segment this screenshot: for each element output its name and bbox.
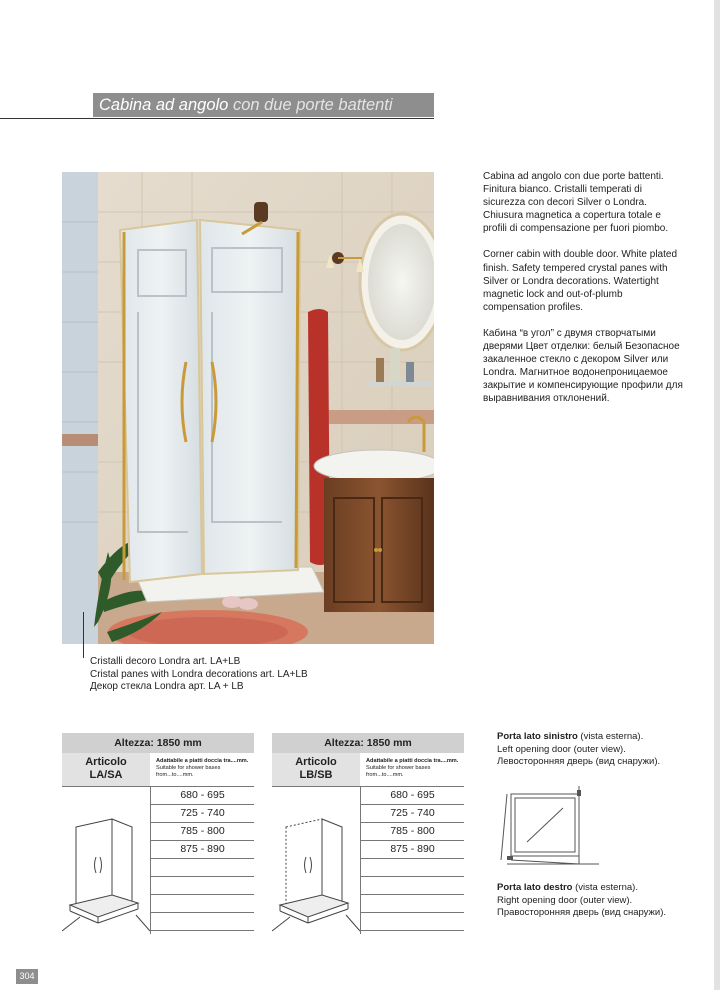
left-door-title: Porta lato sinistro: [497, 731, 578, 742]
adaptable-note: [360, 753, 464, 786]
cabin-drawing-la: [62, 787, 150, 934]
size-value: 680 - 695: [361, 787, 464, 805]
photo-caption: [90, 656, 308, 694]
left-door-note: [497, 731, 660, 769]
caption-italian: Cristalli decoro Londra art. LA+LB: [90, 656, 241, 667]
caption-russian: Декор стекла Londra арт. LA + LB: [90, 681, 244, 692]
adaptable-note-english: Suitable for shower bases from...to....mm.: [366, 765, 431, 778]
title-rest: con due porte battenti: [228, 96, 393, 114]
title-main: Cabina ad angolo: [99, 96, 229, 114]
size-value: 875 - 890: [361, 841, 464, 859]
size-value: [361, 859, 464, 877]
door-plan-diagram: [497, 780, 603, 868]
size-value: [151, 877, 254, 895]
size-value: [361, 877, 464, 895]
page-number: 304: [16, 969, 38, 984]
description-italian: Cabina ad angolo con due porte battenti. Finitura bianco. Cristalli temperati di sicurezza con decori Silver o Londra. Chiusura magnetica a copertura totale e profili di compensazione per fuori piombo.: [483, 171, 669, 235]
size-value: 875 - 890: [151, 841, 254, 859]
product-photo: [62, 172, 434, 644]
left-door-russian: Левосторонняя дверь (вид снаружи).: [497, 756, 661, 767]
spec-table-la-sa: [62, 733, 254, 934]
right-door-title: Porta lato destro: [497, 882, 573, 893]
right-door-russian: Правосторонняя дверь (вид снаружи).: [497, 907, 667, 918]
size-value: [151, 895, 254, 913]
right-edge-strip: [714, 0, 720, 990]
size-value: [361, 913, 464, 931]
left-door-english: Left opening door (outer view).: [497, 743, 626, 755]
size-value: 725 - 740: [361, 805, 464, 823]
caption-english: Cristal panes with Londra decorations art. LA+LB: [90, 668, 308, 680]
size-value: [151, 913, 254, 931]
size-value: 785 - 800: [151, 823, 254, 841]
size-value: [151, 859, 254, 877]
article-cell: [62, 753, 150, 786]
article-label: Articolo: [295, 756, 337, 768]
page-title: [93, 93, 434, 117]
product-description: [483, 170, 683, 419]
adaptable-note: [150, 753, 254, 786]
description-english: Corner cabin with double door. White plated finish. Safety tempered crystal panes with Silver or Londra decorations. Watertight magnetic lock and out-of-plumb compensation profiles.: [483, 249, 678, 313]
right-door-note: [497, 882, 666, 920]
size-value: [361, 895, 464, 913]
article-code: LB/SB: [299, 769, 333, 781]
caption-marker-line: [83, 612, 84, 658]
article-cell: [272, 753, 360, 786]
adaptable-note-italian: Adattabile a piatti doccia tra....mm.: [156, 758, 249, 764]
title-underline: [0, 118, 434, 119]
adaptable-note-italian: Adattabile a piatti doccia tra....mm.: [366, 758, 459, 764]
right-door-english: Right opening door (outer view).: [497, 894, 633, 906]
article-code: LA/SA: [89, 769, 123, 781]
height-header: Altezza: 1850 mm: [62, 733, 254, 753]
size-value: 680 - 695: [151, 787, 254, 805]
adaptable-note-english: Suitable for shower bases from...to....mm.: [156, 765, 221, 778]
right-door-title-rest: (vista esterna).: [572, 882, 638, 893]
left-door-title-rest: (vista esterna).: [577, 731, 644, 742]
cabin-drawing-lb: [272, 787, 360, 934]
article-label: Articolo: [85, 756, 127, 768]
size-value: 725 - 740: [151, 805, 254, 823]
height-header: Altezza: 1850 mm: [272, 733, 464, 753]
size-value: 785 - 800: [361, 823, 464, 841]
spec-table-lb-sb: [272, 733, 464, 934]
description-russian: Кабина “в угол” с двумя створчатыми дверями Цвет отделки: белый Безопасное закаленное стекло с декором Silver или Londra. Магнитное водонепроницаемое закрытие и компенсирующие профили для выравнивания отклонений.: [483, 327, 683, 405]
